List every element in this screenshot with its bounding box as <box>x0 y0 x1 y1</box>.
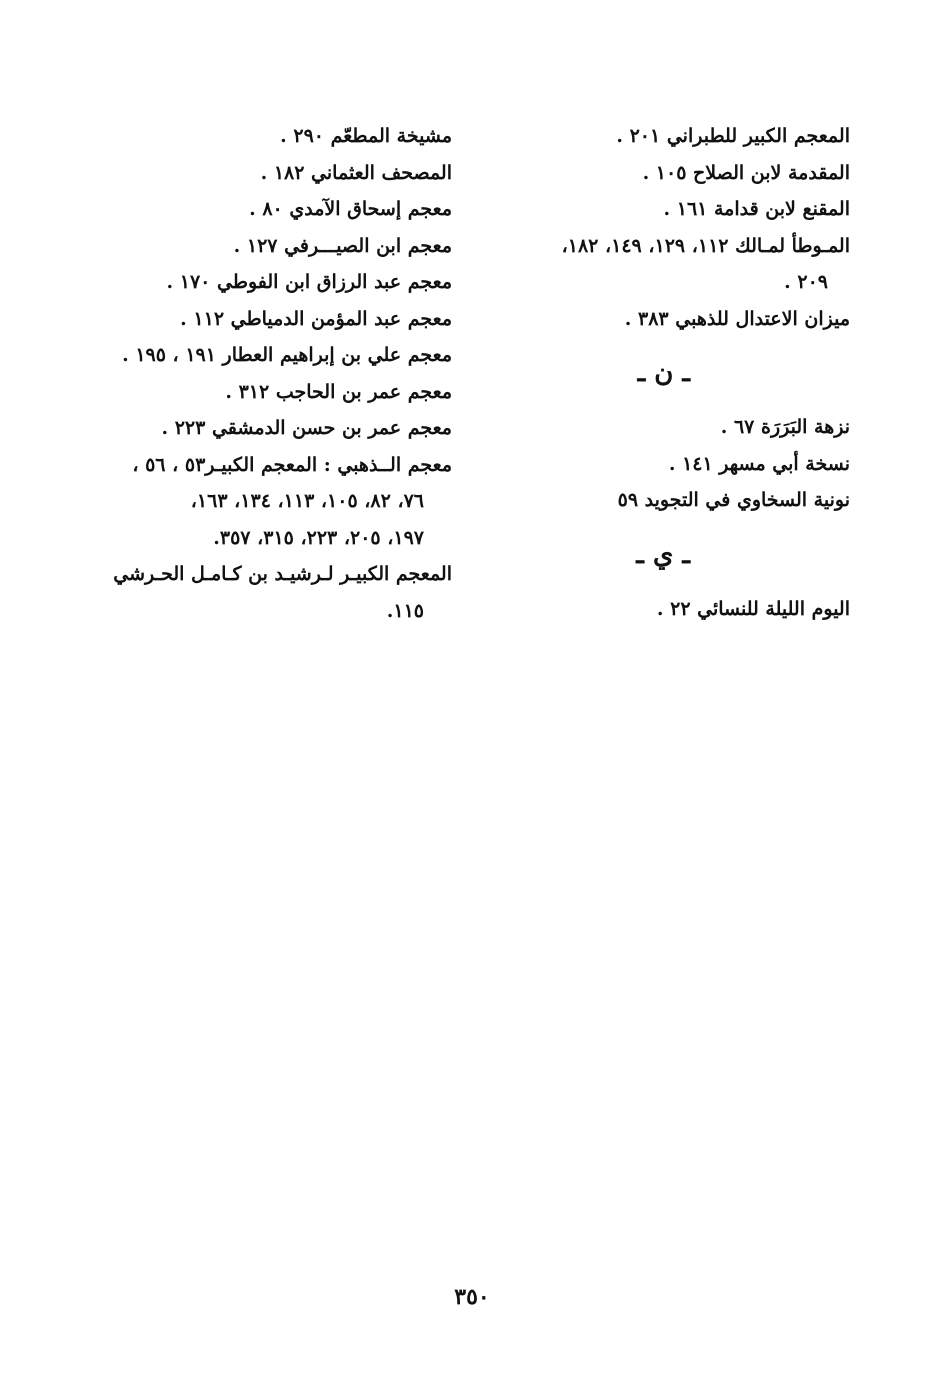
index-entry: معجم الــذهبي : المعجم الكبيـر٥٣ ، ٥٦ ، <box>132 453 452 476</box>
index-entry: المصحف العثماني ١٨٢ . <box>260 161 452 184</box>
index-entry: المعجم الكبيـر لـرشيـد بن كـامـل الحـرشي <box>113 563 452 585</box>
index-entry: المقنع لابن قدامة ١٦١ . <box>663 198 850 220</box>
index-entry-continuation: ١١٥. <box>386 599 424 622</box>
index-entry: معجم عمر بن حسن الدمشقي ٢٢٣ . <box>161 417 452 439</box>
index-entry-continuation: ٢٠٩ . <box>784 271 828 293</box>
index-entry: مشيخة المطعّم ٢٩٠ . <box>280 125 452 147</box>
index-entry-continuation: ١٩٧، ٢٠٥، ٢٢٣، ٣١٥، ٣٥٧. <box>213 526 424 549</box>
index-entry: المقدمة لابن الصلاح ١٠٥ . <box>642 161 850 184</box>
index-entry: نونية السخاوي في التجويد ٥٩ <box>617 489 850 511</box>
index-entry: نسخة أبي مسهر ١٤١ . <box>668 452 850 475</box>
letter-heading-ya: ـ ي ـ <box>636 539 690 570</box>
index-entry: المعجم الكبير للطبراني ٢٠١ . <box>616 125 850 147</box>
page-number: ٣٥٠ <box>454 1284 490 1310</box>
index-entry: معجم علي بن إبراهيم العطار ١٩١ ، ١٩٥ . <box>122 344 452 366</box>
index-entry: معجم عبد المؤمن الدمياطي ١١٢ . <box>180 307 452 330</box>
index-entry: ميزان الاعتدال للذهبي ٣٨٣ . <box>624 307 850 330</box>
index-entry: معجم إسحاق الآمدي ٨٠ . <box>249 198 452 220</box>
index-entry: اليوم الليلة للنسائي ٢٢ . <box>656 597 850 620</box>
right-column-index <box>97 118 452 629</box>
index-entry-continuation: ٧٦، ٨٢، ١٠٥، ١١٣، ١٣٤، ١٦٣، <box>190 490 424 512</box>
index-entry: معجم عمر بن الحاجب ٣١٢ . <box>225 380 452 403</box>
index-entry: المـوطأ لمـالك ١١٢، ١٢٩، ١٤٩، ١٨٢، <box>561 234 850 257</box>
index-entry: معجم ابن الصيـــرفي ١٢٧ . <box>233 234 452 257</box>
index-entry: معجم عبد الرزاق ابن الفوطي ١٧٠ . <box>166 271 452 293</box>
index-entry: نزهة البَرَرَة ٦٧ . <box>720 416 850 438</box>
letter-heading-nun: ـ ن ـ <box>637 358 690 388</box>
left-column-index <box>490 118 850 627</box>
